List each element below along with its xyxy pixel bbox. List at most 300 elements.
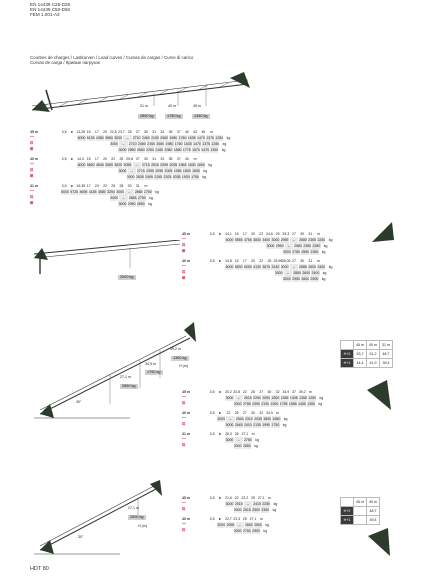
- radius-cell: 22,2: [241, 496, 249, 500]
- radius-cell: m: [259, 517, 263, 521]
- radius-cell: 25,95: [273, 259, 283, 263]
- radius-cell: 25: [267, 259, 272, 263]
- crane-diagram-3: [30, 318, 200, 428]
- unit-cell: kg: [320, 270, 329, 276]
- load-cell: 3000: [233, 402, 242, 406]
- load-cell: 2615: [243, 396, 252, 400]
- load-cell: 3250: [107, 190, 115, 194]
- load-cell: 2035: [254, 417, 262, 421]
- load-cell: 3000: [217, 523, 226, 527]
- radius-cell: 25,3: [225, 432, 232, 436]
- radius-cell: 30: [251, 411, 255, 415]
- load-cell: 2250: [262, 502, 271, 506]
- radius-cell: m: [193, 157, 197, 161]
- load-cell: 2035: [172, 175, 181, 179]
- jib-length: 31 m: [30, 184, 38, 188]
- radius-cell: 34,9: [266, 411, 273, 415]
- hook-reeving-icon: ⊡: [182, 506, 186, 511]
- unit-cell: kg: [319, 276, 328, 282]
- radius-cell: 31: [152, 157, 157, 161]
- load-cell: 2545: [235, 417, 244, 421]
- load-cell: 3000: [225, 396, 234, 400]
- load-cell: 2035: [169, 163, 178, 167]
- hook-reeving-icon: ⊞: [30, 146, 34, 151]
- load-chip-2500-b4: 2500 kg: [130, 515, 144, 519]
- load-cell: 3000: [116, 190, 125, 194]
- load-cell: 1650: [272, 417, 281, 421]
- radius-cell: 17: [94, 157, 99, 161]
- hook-reeving-icon: 〰: [182, 394, 186, 399]
- load-cell: 3000: [233, 529, 242, 533]
- load-cell: 1930: [181, 175, 190, 179]
- radius-cell: 17: [242, 259, 247, 263]
- load-cell: 1475: [201, 148, 210, 152]
- load-cell: 3000: [225, 423, 234, 427]
- radius-cell: 22: [234, 496, 239, 500]
- radius-cell: 17: [94, 130, 99, 134]
- hook-reeving-icon: ⊡: [182, 400, 186, 405]
- load-table-block-2: [182, 231, 392, 289]
- load-cell: 3055: [123, 163, 132, 167]
- mini2-r1-label: H+1: [341, 516, 354, 525]
- load-cell: 2865: [128, 196, 137, 200]
- load-cell: 2865: [134, 190, 143, 194]
- mini1-h2: 31 m: [380, 341, 393, 350]
- mini1-r1-c2: 39,4: [380, 359, 393, 368]
- jib-length: 40 m: [182, 259, 190, 263]
- load-cell: 2250: [146, 148, 154, 152]
- load-cell: 2400: [311, 271, 320, 275]
- load-cell: 5725: [70, 190, 79, 194]
- load-cell: 1375: [202, 142, 211, 146]
- jib-length: 40 m: [182, 411, 190, 415]
- load-cell: 4380: [95, 136, 104, 140]
- radius-cell: 20: [251, 259, 255, 263]
- load-cell: 2310: [244, 417, 253, 421]
- load-table-block-4: [182, 495, 392, 545]
- radius-cell: 3,5: [61, 157, 67, 161]
- standard-line-3: FEM 1.001-A3: [30, 12, 60, 17]
- radius-cell: 30: [300, 259, 305, 263]
- radius-cell: 25: [242, 517, 247, 521]
- hook-reeving-icon: ⊡: [182, 527, 186, 532]
- hook-reeving-icon: ⊞: [182, 275, 186, 280]
- jib-length: 45 m: [182, 232, 190, 236]
- load-cell: 2290: [253, 396, 261, 400]
- load-cell: 3000: [118, 202, 127, 206]
- load-cell: 2190: [261, 402, 270, 406]
- load-cell: 2560: [136, 148, 145, 152]
- hook-reeving-icon: 〰: [30, 161, 34, 166]
- unit-cell: kg: [152, 189, 161, 195]
- load-cell: 1470: [197, 136, 205, 140]
- radius-cell: 17: [86, 184, 91, 188]
- h-label-b4: H (m): [138, 524, 147, 528]
- load-cell: 2600: [301, 277, 310, 281]
- radius-cell: 20: [251, 232, 255, 236]
- load-cell: 2645: [234, 423, 243, 427]
- radius-cell: 3,5: [209, 259, 215, 263]
- angle-30-b4: 30°: [78, 535, 84, 539]
- radius-cell: m: [251, 432, 255, 436]
- radius-cell: 22: [242, 390, 247, 394]
- radius-cell: 22: [111, 157, 116, 161]
- radius-cell: 3,5: [209, 517, 215, 521]
- radius-cell: 25: [111, 184, 116, 188]
- load-cell: –: [234, 395, 243, 401]
- load-table-block-3: [182, 389, 392, 461]
- radius-cell: 40: [184, 130, 189, 134]
- load-cell: 2850: [127, 148, 136, 152]
- load-cell: –: [127, 168, 136, 174]
- hook-reeving-icon: 〰: [182, 436, 186, 441]
- load-cell: 3000: [274, 271, 283, 275]
- load-cell: 1570: [192, 148, 200, 152]
- load-cell: 2660: [244, 523, 253, 527]
- radius-cell: 37: [176, 157, 181, 161]
- unit-cell: kg: [321, 243, 330, 249]
- load-row: [117, 201, 154, 207]
- load-cell: 2950: [275, 244, 284, 248]
- load-table-block-1: [30, 129, 300, 206]
- load-cell: 4185: [88, 190, 97, 194]
- load-cell: 2950: [127, 202, 136, 206]
- radius-cell: 23,7: [118, 130, 125, 134]
- mini2-r1-c1: 39,4: [367, 516, 380, 525]
- radius-cell: 30: [127, 184, 132, 188]
- radius-cell: ►: [218, 411, 223, 415]
- radius-cell: m: [317, 259, 320, 263]
- radius-cell: 3,5: [209, 496, 215, 500]
- hook-reeving-icon: ⊡: [182, 269, 186, 274]
- load-cell: 1775: [182, 148, 191, 152]
- load-cell: 2715: [141, 163, 150, 167]
- radius-cell: ►: [218, 432, 223, 436]
- jib-length: 40 m: [182, 517, 190, 521]
- load-cell: 2750: [143, 190, 152, 194]
- load-cell: –: [225, 416, 234, 422]
- load-chip-1750-b3: 1750 kg: [147, 370, 161, 374]
- load-cell: 1650: [192, 169, 200, 173]
- load-cell: 1635: [187, 136, 196, 140]
- load-cell: 1635: [183, 142, 192, 146]
- jib-length: 45 m: [182, 390, 190, 394]
- radius-cell: ►: [218, 232, 223, 236]
- mini1-h0: 45 m: [354, 341, 367, 350]
- radius-cell: 22: [103, 184, 107, 188]
- unit-cell: kg: [316, 395, 325, 401]
- crane-diagram-4: [30, 480, 180, 570]
- load-cell: 1470: [193, 142, 201, 146]
- load-cell: 5555: [234, 238, 243, 242]
- load-cell: 1990: [262, 423, 271, 427]
- radius-cell: 3,5: [61, 130, 67, 134]
- radius-cell: 25: [119, 157, 124, 161]
- load-cell: –: [284, 243, 293, 249]
- load-cell: 1250: [211, 142, 220, 146]
- load-cell: 6000: [77, 136, 86, 140]
- radius-cell: 27: [135, 157, 140, 161]
- radius-cell: 14,1: [225, 232, 232, 236]
- load-cell: 6000: [225, 238, 234, 242]
- crane-diagram-2: [30, 240, 190, 280]
- radius-cell: 13,25: [76, 130, 86, 134]
- load-cell: 5830: [234, 265, 243, 269]
- radius-cell: m: [276, 411, 280, 415]
- load-cell: 1890: [263, 417, 272, 421]
- dim-40m: 40 m: [168, 104, 176, 108]
- load-cell: 2165: [155, 148, 164, 152]
- load-cell: 2415: [253, 502, 261, 506]
- radius-cell: 39,2: [298, 390, 306, 394]
- load-cell: 2150: [151, 136, 159, 140]
- load-cell: 2350: [261, 508, 270, 512]
- mini1-r1-c0: 44,4: [354, 359, 367, 368]
- hook-reeving-icon: ⊡: [182, 242, 186, 247]
- load-cell: 3965: [105, 163, 113, 167]
- crane-diagram-1: [28, 70, 258, 132]
- radius-cell: 15: [234, 259, 239, 263]
- radius-cell: 20: [94, 184, 99, 188]
- radius-cell: ►: [218, 517, 223, 521]
- unit-cell: kg: [200, 168, 209, 174]
- load-cell: 2390: [252, 402, 260, 406]
- unit-cell: kg: [218, 147, 227, 153]
- load-cell: 2460: [141, 136, 150, 140]
- radius-cell: m: [308, 390, 312, 394]
- radius-cell: 25,3: [282, 232, 290, 236]
- hook-reeving-icon: 〰: [182, 263, 186, 268]
- radius-cell: 30: [144, 130, 148, 134]
- load-cell: 6000: [61, 190, 69, 194]
- unit-cell: kg: [199, 174, 208, 180]
- load-cell: 6000: [225, 265, 234, 269]
- load-cell: 2580: [299, 238, 307, 242]
- load-cell: 2080: [164, 148, 173, 152]
- radius-cell: ►: [218, 496, 223, 500]
- load-cell: 2955: [280, 238, 289, 242]
- radius-cell: 30: [144, 157, 148, 161]
- load-cell: –: [118, 195, 127, 201]
- load-cell: 2090: [262, 396, 271, 400]
- mini1-r1-label: H+1: [341, 359, 354, 368]
- load-cell: 1355: [299, 396, 307, 400]
- load-cell: 3000: [282, 250, 291, 254]
- load-cell: 5050: [243, 265, 252, 269]
- radius-cell: 20,2: [225, 390, 232, 394]
- jib-length: 45 m: [182, 496, 190, 500]
- load-chip-2850: 2850 kg: [140, 114, 154, 118]
- hook-reeving-icon: 〰: [182, 236, 186, 241]
- hook-reeving-icon: ⊡: [182, 442, 186, 447]
- load-cell: 2395: [146, 169, 154, 173]
- load-cell: 2250: [317, 238, 326, 242]
- hook-reeving-icon: ⊞: [182, 248, 186, 253]
- load-cell: 2750: [243, 438, 252, 442]
- page-footer: HDT 80: [30, 566, 49, 572]
- unit-cell: kg: [260, 528, 269, 534]
- load-cell: 2410: [243, 423, 252, 427]
- jib-length: 45 m: [30, 130, 38, 134]
- radius-cell: 22,8: [109, 130, 117, 134]
- mini1-r1-c1: 41,9: [367, 359, 380, 368]
- load-cell: 3000: [114, 136, 123, 140]
- radius-cell: 25: [251, 390, 255, 394]
- load-cell: 2850: [293, 271, 301, 275]
- load-cell: 3000: [126, 175, 135, 179]
- load-cell: 2060: [160, 136, 169, 140]
- load-cell: –: [118, 141, 127, 147]
- load-chip-1350: 1350 kg: [194, 114, 208, 118]
- load-cell: 1965: [173, 169, 182, 173]
- radius-cell: 30: [300, 232, 305, 236]
- radius-cell: ►: [70, 157, 75, 161]
- unit-cell: kg: [223, 135, 232, 141]
- radius-cell: ►: [70, 184, 75, 188]
- dim-27-1m: 27,1 m: [120, 375, 131, 379]
- hook-reeving-icon: ⊡: [30, 140, 34, 145]
- unit-cell: kg: [325, 264, 334, 270]
- dim-45m: 45 m: [193, 104, 201, 108]
- radius-cell: 26,05: [281, 259, 291, 263]
- mini2-r0-label: H+2: [341, 507, 354, 516]
- radius-cell: 35: [168, 130, 173, 134]
- load-cell: 2355: [308, 238, 317, 242]
- load-cell: 1405: [289, 396, 298, 400]
- radius-cell: 31: [308, 232, 313, 236]
- load-chip-2500: 2500 kg: [120, 275, 134, 279]
- radius-cell: 31: [135, 184, 140, 188]
- hook-reeving-icon: 〰: [30, 134, 34, 139]
- mini1-h1: 40 m: [367, 341, 380, 350]
- radius-cell: m: [144, 184, 148, 188]
- radius-cell: 40: [184, 157, 189, 161]
- load-cell: 2600: [302, 271, 311, 275]
- load-cell: 3580: [105, 136, 113, 140]
- unit-cell: kg: [270, 501, 279, 507]
- load-cell: 2250: [312, 244, 321, 248]
- load-cell: 2105: [163, 175, 172, 179]
- radius-cell: 42: [193, 130, 198, 134]
- load-cell: 2715: [136, 169, 145, 173]
- load-cell: 2350: [310, 250, 319, 254]
- load-row: [117, 147, 227, 153]
- radius-cell: 31: [152, 130, 157, 134]
- mini2-r0-c1: 48,7: [367, 507, 380, 516]
- load-row: [282, 249, 328, 255]
- standard-line-2: EN 14439 C50-D50: [30, 7, 71, 12]
- load-cell: 3830: [253, 238, 261, 242]
- load-cell: 2885: [299, 265, 307, 269]
- load-cell: 3525: [114, 163, 123, 167]
- hook-reeving-icon: ⊡: [30, 194, 34, 199]
- section-title-2: Curvas de carga / Кривые нагрузок: [30, 60, 100, 65]
- load-cell: 2500: [252, 508, 260, 512]
- load-cell: –: [243, 501, 252, 507]
- radius-cell: 32: [275, 390, 280, 394]
- dim-31m: 31 m: [140, 104, 148, 108]
- load-cell: 1750: [191, 175, 199, 179]
- radius-cell: 45: [201, 130, 206, 134]
- radius-cell: 22,7: [225, 517, 232, 521]
- load-cell: 1350: [307, 402, 316, 406]
- load-cell: –: [289, 237, 298, 243]
- load-cell: 5135: [86, 136, 95, 140]
- load-cell: 2005: [164, 169, 173, 173]
- radius-cell: 15: [86, 130, 91, 134]
- load-cell: 1755: [279, 402, 288, 406]
- load-cell: 5650: [86, 163, 95, 167]
- load-cell: 1650: [197, 163, 205, 167]
- load-cell: 1965: [178, 163, 187, 167]
- mini2-h1: 40 m: [367, 498, 380, 507]
- load-cell: –: [235, 522, 244, 528]
- load-cell: 2850: [136, 202, 145, 206]
- radius-cell: 27,1: [241, 432, 249, 436]
- load-cell: –: [234, 437, 243, 443]
- hook-reeving-icon: 〰: [182, 500, 186, 505]
- load-cell: 2500: [310, 277, 319, 281]
- load-cell: –: [124, 189, 133, 195]
- radius-cell: 26: [234, 432, 239, 436]
- load-row: [282, 276, 328, 282]
- load-cell: 2095: [155, 169, 164, 173]
- radius-cell: 25,8: [126, 157, 133, 161]
- load-cell: 2760: [242, 529, 251, 533]
- radius-cell: 35: [168, 157, 173, 161]
- radius-cell: 3,5: [209, 432, 215, 436]
- load-cell: 2195: [154, 175, 163, 179]
- hook-reeving-icon: ⊡: [30, 167, 34, 172]
- load-cell: 2955: [226, 523, 235, 527]
- section-title-1: Courbes de charges / Lastkurven / Load curves / Curvas de cargas / Curve di carico: [30, 55, 194, 60]
- load-cell: 4755: [243, 238, 252, 242]
- mini1-r0-c0: 53,7: [354, 350, 367, 359]
- load-cell: 2400: [317, 265, 326, 269]
- radius-cell: 25: [127, 130, 132, 134]
- load-cell: 2710: [132, 136, 141, 140]
- dim-39-2m: 39,2 m: [170, 347, 181, 351]
- radius-cell: 15: [234, 232, 239, 236]
- radius-cell: m: [317, 232, 320, 236]
- radius-cell: 14,3: [77, 157, 84, 161]
- unit-cell: kg: [325, 237, 334, 243]
- radius-cell: m: [210, 130, 213, 134]
- load-cell: 2460: [137, 142, 146, 146]
- radius-cell: ►: [218, 390, 223, 394]
- load-cell: 1655: [280, 396, 289, 400]
- radius-cell: 22: [226, 411, 231, 415]
- load-cell: 2060: [156, 142, 165, 146]
- radius-cell: 21,6: [225, 496, 232, 500]
- unit-cell: kg: [280, 422, 289, 428]
- load-chip-2850-b3: 2850 kg: [122, 384, 136, 388]
- load-row: [233, 443, 261, 449]
- load-cell: 2710: [128, 142, 137, 146]
- height-table-1: [340, 340, 393, 368]
- load-cell: 2550: [301, 250, 310, 254]
- radius-cell: 14,8: [225, 259, 232, 263]
- unit-cell: kg: [251, 443, 260, 449]
- radius-cell: 34,9: [282, 390, 290, 394]
- load-cell: 3000: [233, 508, 242, 512]
- dim-27-1m-b4: 27,1 m: [128, 506, 139, 510]
- load-cell: 3000: [271, 238, 280, 242]
- load-cell: 4695: [79, 190, 88, 194]
- load-cell: 2580: [294, 244, 302, 248]
- load-cell: 3000: [118, 148, 127, 152]
- load-cell: 2835: [135, 175, 144, 179]
